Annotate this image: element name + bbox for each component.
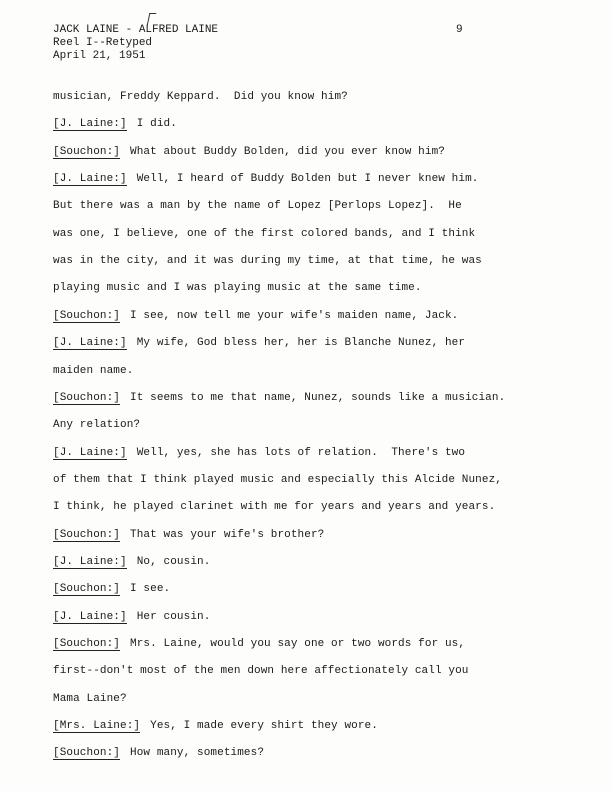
transcript-line (53, 611, 210, 624)
speaker-label: [J. Laine:] (53, 446, 127, 459)
transcript-line (53, 91, 348, 103)
speaker-label: [Souchon:] (53, 747, 121, 760)
line-text: My wife, God bless her, her is Blanche Nunez, her (136, 337, 466, 350)
line-text: first--don't most of the men down here affectionately call you (53, 665, 469, 678)
speaker-label: [J. Laine:] (53, 337, 127, 350)
speaker-label: [J. Laine:] (53, 555, 127, 568)
line-text: Her cousin. (136, 610, 211, 623)
transcript-line (53, 665, 468, 677)
transcript-line (53, 392, 505, 405)
transcript-line (53, 337, 465, 350)
reel-label: Reel I--Retyped (53, 37, 153, 49)
transcript-line (53, 556, 210, 569)
transcript-line (53, 474, 502, 486)
speaker-label: [J. Laine:] (53, 173, 127, 186)
speaker-label: [Souchon:] (53, 638, 121, 650)
transcript-line (53, 200, 462, 212)
line-text: What about Buddy Bolden, did you ever know him? (130, 145, 445, 158)
line-text: of them that I think played music and especially this Alcide Nunez, (53, 473, 502, 486)
speaker-label: [J. Laine:] (53, 610, 127, 623)
line-text: Any relation? (53, 419, 141, 432)
transcript-line (53, 282, 422, 294)
interview-date: April 21, 1951 (53, 50, 146, 62)
speaker-label: [Souchon:] (53, 309, 121, 322)
transcript-line (53, 693, 127, 705)
line-text: Well, yes, she has lots of relation. There's two (136, 446, 466, 459)
transcript-line (53, 255, 482, 267)
transcript-line (53, 146, 445, 159)
line-text: How many, sometimes? (130, 747, 265, 760)
line-text: was one, I believe, one of the first colored bands, and I think (53, 227, 476, 240)
line-text: Mama Laine? (53, 692, 127, 705)
transcript-line (53, 747, 264, 760)
speaker-label: [J. Laine:] (53, 118, 127, 131)
transcript-line (53, 638, 465, 651)
line-text: It seems to me that name, Nunez, sounds like a musician. (130, 391, 506, 404)
transcript-line (53, 310, 458, 323)
line-text: But there was a man by the name of Lopez [Perlops Lopez]. He (53, 200, 462, 213)
transcript-line (53, 529, 324, 542)
transcript-line (53, 228, 475, 240)
transcript-line (53, 501, 495, 513)
speaker-label: [Souchon:] (53, 528, 121, 541)
line-text: Mrs. Laine, would you say one or two words for us, (130, 638, 466, 650)
line-text: I did. (136, 118, 177, 131)
page-number: 9 (456, 24, 463, 36)
line-text: I see. (130, 583, 171, 596)
speaker-label: [Souchon:] (53, 145, 121, 158)
line-text: No, cousin. (136, 555, 211, 568)
line-text: Well, I heard of Buddy Bolden but I never knew him. (136, 173, 479, 186)
line-text: musician, Freddy Keppard. Did you know him? (53, 91, 348, 103)
transcript-line (53, 419, 140, 431)
transcript-line (53, 365, 133, 377)
speaker-label: [Souchon:] (53, 583, 121, 596)
speaker-label: [Souchon:] (53, 391, 121, 404)
line-text: That was your wife's brother? (130, 528, 325, 541)
line-text: was in the city, and it was during my time, at that time, he was (53, 255, 482, 268)
line-text: I see, now tell me your wife's maiden name, Jack. (130, 309, 459, 322)
transcript-line (53, 118, 177, 131)
line-text: I think, he played clarinet with me for years and years and years. (53, 501, 496, 514)
transcript-line (53, 173, 478, 186)
line-text: Yes, I made every shirt they wore. (150, 720, 378, 733)
transcript-line (53, 583, 170, 596)
line-text: playing music and I was playing music at the same time. (53, 282, 422, 295)
speaker-label: [Mrs. Laine:] (53, 720, 141, 733)
transcript-line (53, 447, 465, 460)
line-text: maiden name. (53, 364, 134, 377)
transcript-line (53, 720, 378, 733)
document-title: JACK LAINE - ALFRED LAINE (53, 24, 219, 36)
